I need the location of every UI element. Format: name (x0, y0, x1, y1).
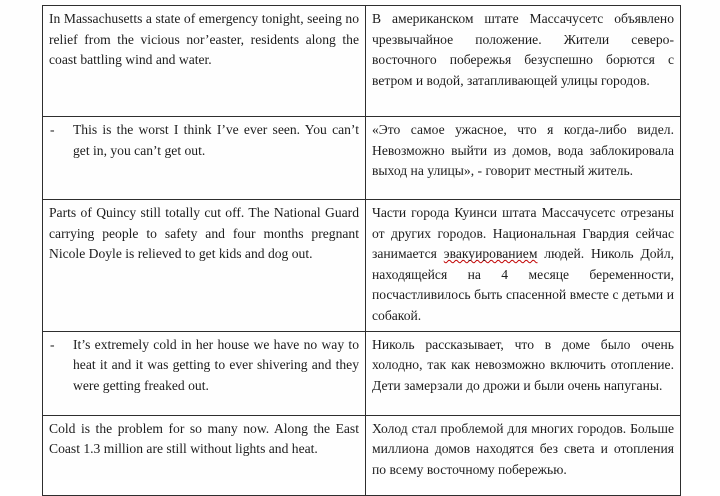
en-cell-row4 (43, 331, 366, 415)
bullet-dash: - (50, 122, 55, 137)
ru-text: Холод стал проблемой для многих городов. Больше миллиона домов находятся без света и отопления по всему восточному побережью. (372, 420, 674, 477)
en-text: This is the worst I think I’ve ever seen. You can’t get in, you can’t get out. (73, 122, 359, 158)
en-cell-row5 (43, 415, 366, 495)
ru-cell-row4 (366, 331, 681, 415)
bullet-item (49, 335, 359, 397)
translation-table (42, 5, 681, 496)
en-text: In Massachusetts a state of emergency tonight, seeing no relief from the vicious nor’easter, residents along the coast battling wind and water. (49, 11, 359, 68)
en-text: Cold is the problem for so many now. Along the East Coast 1.3 million are still without lights and heat. (49, 420, 359, 457)
ru-cell-row1 (366, 6, 681, 117)
ru-text-before: Части города Куинси штата Массачусетс отрезаны от других городов. Национальная Гвардия сейчас занимается (372, 205, 674, 262)
en-text: It’s extremely cold in her house we have no way to heat it and it was getting to ever shivering and they were getting freaked out. (73, 336, 359, 393)
ru-text: «Это самое ужасное, что я когда-либо видел. Невозможно выйти из домов, вода заблокировала выход на улицы», - говорит местный житель. (372, 122, 674, 179)
en-cell-row1 (43, 6, 366, 117)
table-row (43, 331, 681, 415)
bullet-item (49, 120, 359, 161)
ru-text-after: людей. Николь Дойл, находящейся на 4 месяце беременности, посчастливилось быть спасенной вместе с детьми и собакой. (372, 246, 674, 323)
ru-cell-row2 (366, 117, 681, 200)
ru-text: Николь рассказывает, что в доме было очень холодно, так как невозможно включить отопление. Дети замерзали до дрожи и были очень напуганы. (372, 336, 674, 393)
en-text: Parts of Quincy still totally cut off. The National Guard carrying people to safety and four months pregnant Nicole Doyle is relieved to get kids and dog out. (49, 205, 359, 262)
table-row (43, 415, 681, 495)
ru-text: В американском штате Массачусетс объявлено чрезвычайное положение. Жители северо-восточного побережья безуспешно борются с ветром и водой, затапливающей улицы городов. (372, 11, 674, 88)
bullet-dash: - (50, 336, 55, 352)
en-cell-row2 (43, 117, 366, 200)
table-row (43, 200, 681, 332)
table-row (43, 117, 681, 200)
ru-cell-row3 (366, 200, 681, 332)
ru-misspelled-word: эвакуированием (443, 246, 538, 262)
table-row (43, 6, 681, 117)
en-cell-row3 (43, 200, 366, 332)
ru-cell-row5 (366, 415, 681, 495)
